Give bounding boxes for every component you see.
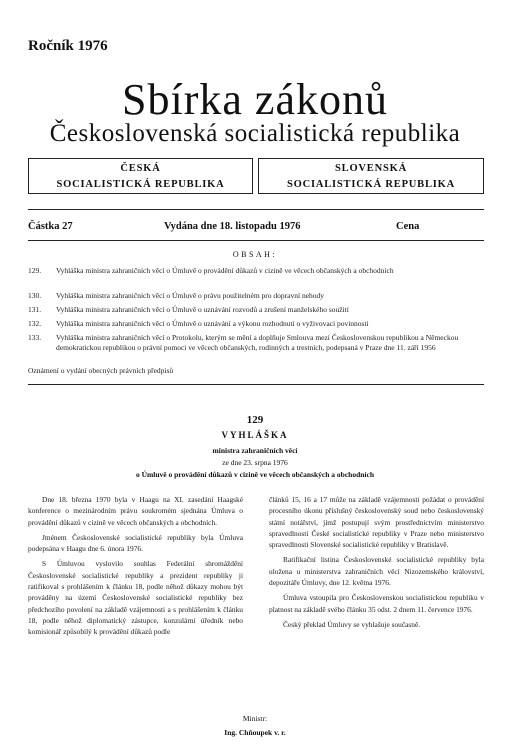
page-subtitle: Československá socialistická republika (49, 120, 461, 147)
issue-date: Vydána dne 18. listopadu 1976 (164, 221, 301, 232)
document-issuer: ministra zahraničních věcí (212, 446, 298, 455)
republic-box-czech (28, 158, 253, 194)
republic-box-slovak-line2: SOCIALISTICKÁ REPUBLIKA (286, 179, 456, 190)
signatory-name: Ing. Chňoupek v. r. (224, 728, 286, 737)
toc-item-number: 130. (28, 291, 42, 300)
republic-box-czech-line1: ČESKÁ (120, 163, 161, 174)
toc-item-text: Vyhláška ministra zahraničních věcí o Protokolu, kterým se mění a doplňuje Smlouva mezi Československou republikou a Německou demokratickou republikou o právní pomoci ve věcech občanských, rodinných a trestních, podepsaná v Praze dne 11. září 1956 (56, 333, 459, 352)
republic-box-slovak (258, 158, 484, 194)
toc-item-text: Oznámení o vydání obecných právních předpisů (28, 366, 174, 375)
toc-item-number: 132. (28, 319, 42, 328)
toc-item-text: Vyhláška ministra zahraničních věcí o Úmluvě o provádění důkazů v cizině ve věcech občanských a obchodních (56, 266, 394, 275)
divider (28, 384, 484, 385)
body-column-right (269, 494, 484, 634)
republic-box-slovak-line1: SLOVENSKÁ (335, 163, 407, 174)
toc-heading: OBSAH: (232, 250, 278, 259)
toc-item-number: 133. (28, 333, 42, 342)
toc-item-number: 131. (28, 305, 42, 314)
document-date: ze dne 23. srpna 1976 (222, 458, 288, 467)
issue-number: Částka 27 (28, 221, 73, 232)
toc-item-text: Vyhláška ministra zahraničních věcí o Úmluvě o uznávání a výkonu rozhodnutí o vyživovací povinnosti (56, 319, 369, 328)
paragraph: článků 15, 16 a 17 může na základě vzájemnosti požádat o provádění procesního úkonu příslušný československý soud nebo československý státní notářství, jímž postupují svým prostřednictvím ministerstvo spravedlnosti České socialistické republiky v Praze nebo ministerstvo spravedlnosti Slovenské socialistické republiky v Bratislavě. (269, 495, 484, 550)
volume-label: Ročník 1976 (28, 38, 108, 54)
issue-price: Cena (396, 221, 420, 232)
paragraph: Jménem Československé socialistické republiky byla Úmluva podepsána v Haagu dne 6. února 1976. (28, 532, 243, 554)
paragraph: Úmluva vstoupila pro Československou socialistickou republiku v platnost na základě svého článku 35 odst. 2 dnem 11. července 1976. (269, 593, 484, 614)
toc-item-text: Vyhláška ministra zahraničních věcí o Úmluvě o právu použitelném pro dopravní nehody (56, 291, 325, 300)
body-column-left (28, 494, 243, 642)
paragraph: S Úmluvou vyslovilo souhlas Federální shromáždění Československé socialistické republiky a prezident republiky ji ratifikoval s prohlášením k článku 18, podle něhož důkazy mohou být prováděny na území Československé socialistické republiky bez předchozího povolení na základě vzájemnosti a s prohlášením k článku 18, podle něhož diplomatický zástupce, konzulární úředník nebo komisionář způsobilý k provádění důkazů podle (28, 559, 243, 637)
document-type: VYHLÁŠKA (221, 430, 289, 440)
republic-box-czech-line2: SOCIALISTICKÁ REPUBLIKA (56, 179, 225, 190)
divider (28, 240, 484, 241)
divider (28, 209, 484, 210)
document-number: 129 (246, 414, 264, 426)
paragraph: Český překlad Úmluvy se vyhlašuje současně. (283, 619, 421, 629)
page-title: Sbírka zákonů (122, 75, 388, 124)
document-subject: o Úmluvě o provádění důkazů v cizině ve věcech občanských a obchodních (135, 470, 374, 479)
toc-item-number: 129. (28, 266, 42, 275)
toc-item-text: Vyhláška ministra zahraničních věcí o Úmluvě o uznávání rozvodů a zrušení manželského soužití (56, 305, 349, 314)
paragraph: Dne 18. března 1970 byla v Haagu na XI. zasedání Haagské konference o mezinárodním právu soukromém sjednána Úmluva o provádění důkazů v cizině ve věcech občanských a obchodních. (28, 495, 243, 527)
paragraph: Ratifikační listina Československé socialistické republiky byla uložena u ministerstva zahraničních věcí Nizozemského království, depozitáře Úmluvy, dne 12. května 1976. (269, 555, 484, 588)
signatory-role: Ministr: (242, 714, 268, 723)
